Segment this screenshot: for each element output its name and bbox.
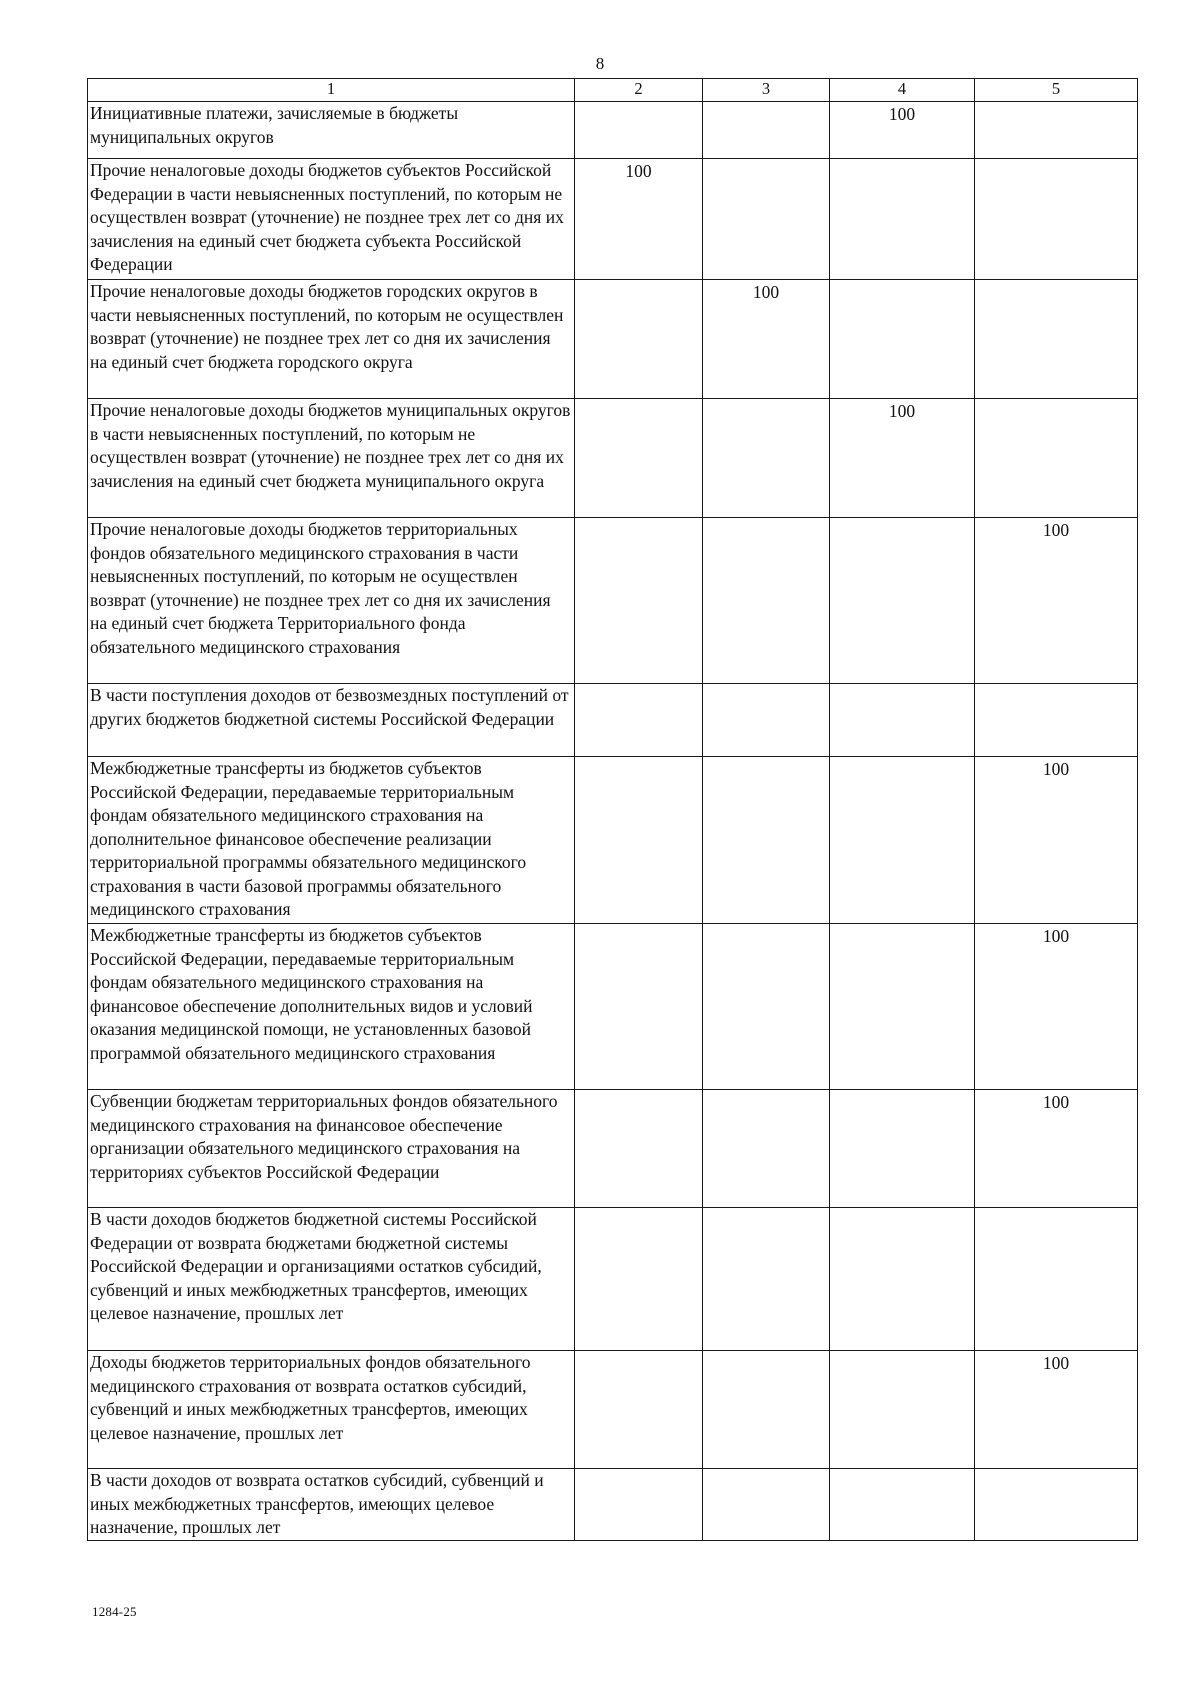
row-value-col4 xyxy=(830,924,975,1090)
table-row xyxy=(88,518,1138,684)
row-value-col2 xyxy=(575,924,703,1090)
row-value-col4 xyxy=(830,1469,975,1541)
row-value-col2 xyxy=(575,518,703,684)
row-value-col3 xyxy=(703,1090,830,1208)
row-value-col4 xyxy=(830,757,975,924)
row-value-col2 xyxy=(575,399,703,518)
column-header-5: 5 xyxy=(975,79,1138,102)
row-value-col4 xyxy=(830,1090,975,1208)
row-value-col2 xyxy=(575,102,703,159)
revenue-distribution-table xyxy=(87,78,1138,1541)
table-row xyxy=(88,684,1138,757)
row-value-col5 xyxy=(975,684,1138,757)
row-description: Прочие неналоговые доходы бюджетов субъектов Российской Федерации в части невыясненных поступлений, по которым не осуществлен возврат (уточнение) не позднее трех лет со дня их зачисления на единый счет бюджета субъекта Российской Федерации xyxy=(88,159,575,280)
table-row xyxy=(88,924,1138,1090)
row-value-col2 xyxy=(575,1090,703,1208)
row-value-col4 xyxy=(830,1351,975,1469)
row-value-col4 xyxy=(830,518,975,684)
row-value-col5 xyxy=(975,1208,1138,1351)
row-value-col2 xyxy=(575,757,703,924)
table-row xyxy=(88,159,1138,280)
document-code: 1284-25 xyxy=(92,1604,137,1619)
column-header-1: 1 xyxy=(88,79,575,102)
row-value-col5: 100 xyxy=(975,518,1138,684)
row-value-col5: 100 xyxy=(975,1351,1138,1469)
row-value-col3 xyxy=(703,1469,830,1541)
row-description: Субвенции бюджетам территориальных фондов обязательного медицинского страхования на финансовое обеспечение организации обязательного медицинского страхования на территориях субъектов Российской Федерации xyxy=(88,1090,575,1208)
row-value-col4 xyxy=(830,159,975,280)
row-value-col2: 100 xyxy=(575,159,703,280)
row-value-col2 xyxy=(575,280,703,399)
table-row xyxy=(88,757,1138,924)
row-value-col3 xyxy=(703,518,830,684)
row-value-col4: 100 xyxy=(830,399,975,518)
row-description: Прочие неналоговые доходы бюджетов городских округов в части невыясненных поступлений, по которым не осуществлен возврат (уточнение) не позднее трех лет со дня их зачисления на единый счет бюджета городского округа xyxy=(88,280,575,399)
row-value-col5 xyxy=(975,1469,1138,1541)
row-description: Прочие неналоговые доходы бюджетов муниципальных округов в части невыясненных поступлений, по которым не осуществлен возврат (уточнение) не позднее трех лет со дня их зачисления на единый счет бюджета муниципального округа xyxy=(88,399,575,518)
row-value-col3 xyxy=(703,1351,830,1469)
table-row xyxy=(88,280,1138,399)
row-value-col3 xyxy=(703,102,830,159)
table-row xyxy=(88,399,1138,518)
table-row xyxy=(88,1090,1138,1208)
row-value-col3 xyxy=(703,757,830,924)
row-value-col5: 100 xyxy=(975,1090,1138,1208)
row-value-col3 xyxy=(703,399,830,518)
page-number: 8 xyxy=(595,54,605,73)
table-row xyxy=(88,1208,1138,1351)
row-value-col3 xyxy=(703,159,830,280)
row-value-col2 xyxy=(575,684,703,757)
row-description: В части доходов от возврата остатков субсидий, субвенций и иных межбюджетных трансфертов, имеющих целевое назначение, прошлых лет xyxy=(88,1469,575,1541)
table-row xyxy=(88,102,1138,159)
row-description: В части доходов бюджетов бюджетной системы Российской Федерации от возврата бюджетами бюджетной системы Российской Федерации и организациями остатков субсидий, субвенций и иных межбюджетных трансфертов, имеющих целевое назначение, прошлых лет xyxy=(88,1208,575,1351)
column-header-4: 4 xyxy=(830,79,975,102)
row-value-col5 xyxy=(975,280,1138,399)
column-header-2: 2 xyxy=(575,79,703,102)
table-row xyxy=(88,1469,1138,1541)
column-header-3: 3 xyxy=(703,79,830,102)
row-value-col4 xyxy=(830,280,975,399)
table-header-row xyxy=(88,79,1138,102)
row-description: В части поступления доходов от безвозмездных поступлений от других бюджетов бюджетной системы Российской Федерации xyxy=(88,684,575,757)
row-value-col4 xyxy=(830,684,975,757)
row-description: Доходы бюджетов территориальных фондов обязательного медицинского страхования от возврата остатков субсидий, субвенций и иных межбюджетных трансфертов, имеющих целевое назначение, прошлых лет xyxy=(88,1351,575,1469)
row-value-col3 xyxy=(703,1208,830,1351)
row-value-col3 xyxy=(703,684,830,757)
row-value-col4: 100 xyxy=(830,102,975,159)
row-value-col5 xyxy=(975,159,1138,280)
row-value-col5 xyxy=(975,102,1138,159)
row-description: Межбюджетные трансферты из бюджетов субъектов Российской Федерации, передаваемые территориальным фондам обязательного медицинского страхования на финансовое обеспечение дополнительных видов и условий оказания медицинской помощи, не установленных базовой программой обязательного медицинского страхования xyxy=(88,924,575,1090)
row-value-col2 xyxy=(575,1351,703,1469)
table-row xyxy=(88,1351,1138,1469)
row-value-col5: 100 xyxy=(975,924,1138,1090)
row-description: Инициативные платежи, зачисляемые в бюджеты муниципальных округов xyxy=(88,102,575,159)
row-value-col5 xyxy=(975,399,1138,518)
row-value-col2 xyxy=(575,1469,703,1541)
row-value-col3 xyxy=(703,924,830,1090)
row-value-col3: 100 xyxy=(703,280,830,399)
row-value-col4 xyxy=(830,1208,975,1351)
row-value-col5: 100 xyxy=(975,757,1138,924)
row-description: Прочие неналоговые доходы бюджетов территориальных фондов обязательного медицинского страхования в части невыясненных поступлений, по которым не осуществлен возврат (уточнение) не позднее трех лет со дня их зачисления на единый счет бюджета Территориального фонда обязательного медицинского страхования xyxy=(88,518,575,684)
row-value-col2 xyxy=(575,1208,703,1351)
row-description: Межбюджетные трансферты из бюджетов субъектов Российской Федерации, передаваемые территориальным фондам обязательного медицинского страхования на дополнительное финансовое обеспечение реализации территориальной программы обязательного медицинского страхования в части базовой программы обязательного медицинского страхования xyxy=(88,757,575,924)
